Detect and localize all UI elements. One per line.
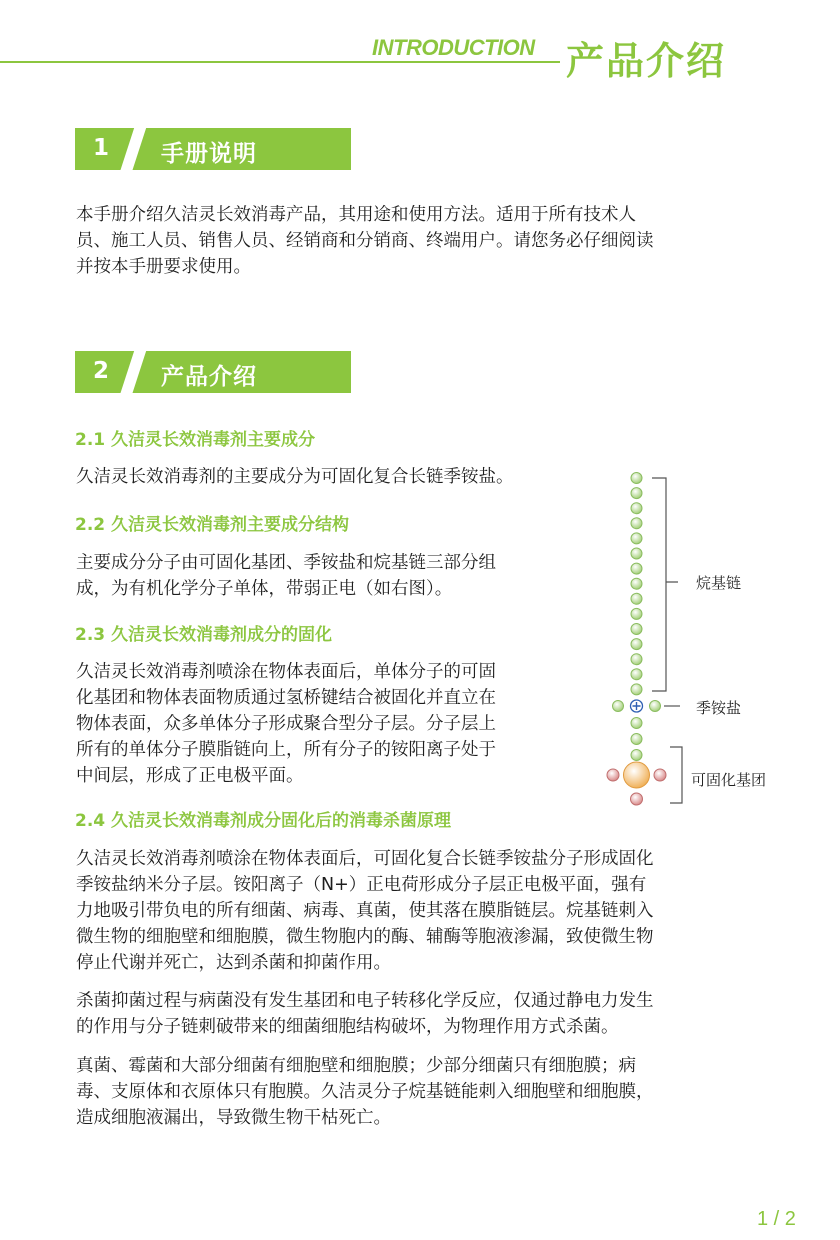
header-rule [0,61,560,63]
pink-bottom-bead [631,793,643,805]
subsection-2-4-paragraph-2 [76,988,654,1040]
section-2-number: 2 [93,358,110,384]
side-beads [607,700,666,805]
text-line: 久洁灵长效消毒剂喷涂在物体表面后，单体分子的可固 [76,662,496,682]
text-line: 久洁灵长效消毒剂的主要成分为可固化复合长链季铵盐。 [76,467,514,487]
lower-bead [631,750,642,761]
salt-side-bead [613,701,624,712]
lower-bead [631,718,642,729]
page-number: 1 / 2 [757,1208,796,1230]
label-alkyl-chain: 烷基链 [696,574,742,592]
core-group-bead [624,762,650,788]
chain-bead [631,639,642,650]
text-line: 真菌、霉菌和大部分细菌有细胞壁和细胞膜；少部分细菌只有细胞膜；病 [76,1056,636,1076]
text-line: 所有的单体分子膜脂链向上，所有分子的铵阳离子处于 [76,740,496,760]
chain-bead [631,669,642,680]
subsection-2-3-heading: 2.3 久洁灵长效消毒剂成分的固化 [75,625,333,645]
chain-bead [631,608,642,619]
salt-side-bead [650,701,661,712]
chain-bead [631,624,642,635]
alkyl-chain [631,473,642,695]
text-line: 本手册介绍久洁灵长效消毒产品，其用途和使用方法。适用于所有技术人 [76,205,636,225]
chain-bead [631,548,642,559]
section-1-number: 1 [93,135,110,161]
group-bracket [670,747,682,803]
label-quaternary-ammonium: 季铵盐 [696,699,742,717]
section-1-header [75,128,351,170]
text-line: 造成细胞液漏出，导致微生物干枯死亡。 [76,1108,391,1128]
text-line: 物体表面，众多单体分子形成聚合型分子层。分子层上 [76,714,496,734]
text-line: 员、施工人员、销售人员、经销商和分销商、终端用户。请您务必仔细阅读 [76,231,654,251]
text-line: 久洁灵长效消毒剂喷涂在物体表面后，可固化复合长链季铵盐分子形成固化 [76,849,654,869]
chain-bead [631,593,642,604]
text-line: 杀菌抑菌过程与病菌没有发生基团和电子转移化学反应，仅通过静电力发生 [76,991,654,1011]
chain-bead [631,518,642,529]
lower-bead [631,734,642,745]
header-chinese-title: 产品介绍 [566,39,727,83]
text-line: 化基团和物体表面物质通过氢桥键结合被固化并直立在 [76,688,496,708]
label-curable-group: 可固化基团 [691,771,767,789]
chain-bead [631,654,642,665]
chain-bead [631,563,642,574]
chain-bead [631,473,642,484]
subsection-2-2-paragraph [76,550,496,602]
subsection-2-4-paragraph-3 [76,1053,654,1131]
text-line: 季铵盐纳米分子层。铵阳离子（N+）正电荷形成分子层正电极平面，强有 [76,875,647,895]
chain-bead [631,488,642,499]
pink-side-bead [654,769,666,781]
subsection-2-4-paragraph-1 [76,846,654,976]
text-line: 中间层，形成了正电极平面。 [76,766,304,786]
text-line: 毒、支原体和衣原体只有胞膜。久洁灵分子烷基链能刺入细胞壁和细胞膜， [76,1082,654,1102]
chain-bead [631,684,642,695]
chain-bead [631,533,642,544]
molecule-structure-diagram [600,465,800,810]
section-divider-slash [119,128,148,170]
pink-side-bead [607,769,619,781]
subsection-2-3-paragraph [76,659,496,789]
chain-bracket [652,478,678,691]
text-line: 的作用与分子链刺破带来的细菌细胞结构破坏，为物理作用方式杀菌。 [76,1017,619,1037]
section-2-header [75,351,351,393]
text-line: 力地吸引带负电的所有细菌、病毒、真菌，使其落在膜脂链层。烷基链刺入 [76,901,654,921]
text-line: 成，为有机化学分子单体，带弱正电（如右图）。 [76,579,453,599]
header-english-title: INTRODUCTION [372,35,535,60]
section-divider-slash [119,351,148,393]
chain-bead [631,503,642,514]
subsection-2-1-heading: 2.1 久洁灵长效消毒剂主要成分 [75,430,316,450]
subsection-2-1-paragraph [76,464,514,490]
section-1-paragraph [76,202,654,280]
section-1-title: 手册说明 [161,141,257,167]
chain-bead [631,578,642,589]
subsection-2-2-heading: 2.2 久洁灵长效消毒剂主要成分结构 [75,515,350,535]
text-line: 微生物的细胞壁和细胞膜，微生物胞内的酶、辅酶等胞液渗漏，致使微生物 [76,927,654,947]
text-line: 主要成分分子由可固化基团、季铵盐和烷基链三部分组 [76,553,496,573]
subsection-2-4-heading: 2.4 久洁灵长效消毒剂成分固化后的消毒杀菌原理 [75,811,452,831]
section-2-title: 产品介绍 [161,364,257,390]
text-line: 停止代谢并死亡，达到杀菌和抑菌作用。 [76,953,391,973]
text-line: 并按本手册要求使用。 [76,257,251,277]
